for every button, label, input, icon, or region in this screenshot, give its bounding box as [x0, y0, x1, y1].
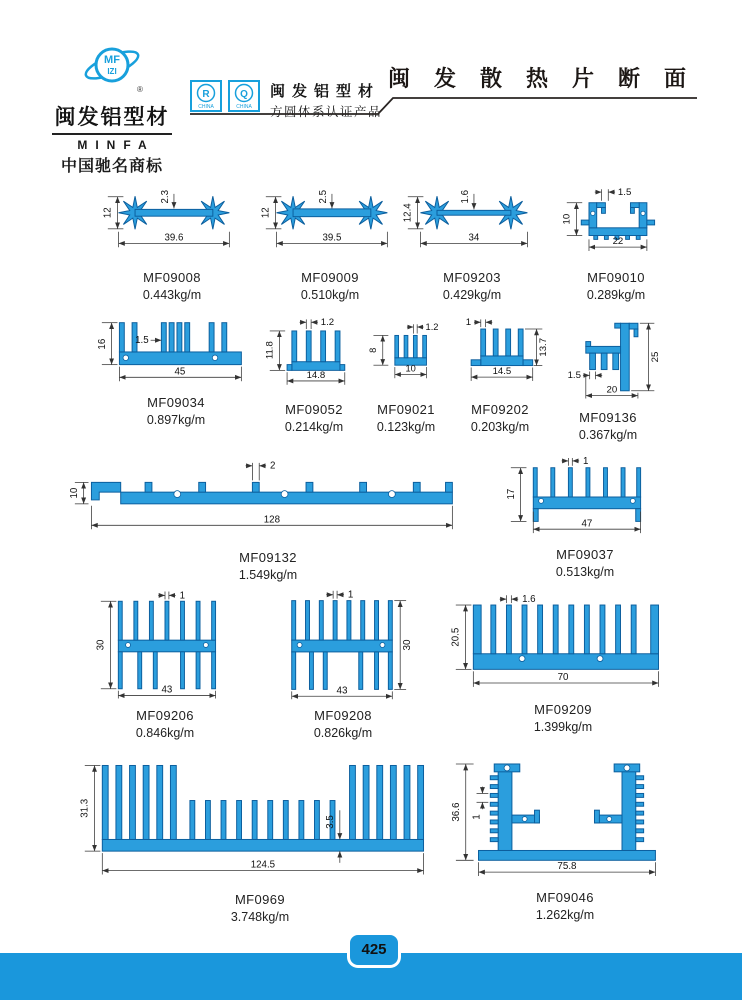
profile-drawing-mf09209	[448, 592, 678, 697]
dim-width: 124.5	[250, 859, 276, 871]
page-number-badge: 425	[347, 932, 401, 968]
dim-thickness: 1	[347, 589, 354, 601]
cert-q-china-label: CHINA	[236, 104, 252, 110]
profile-weight: 0.510kg/m	[300, 288, 360, 302]
profile-cell-mf09008	[98, 180, 246, 302]
profile-weight: 0.513kg/m	[555, 565, 615, 579]
dim-width: 22	[612, 236, 624, 248]
profile-cell-mf09037	[500, 452, 670, 579]
registered-mark-icon: ®	[137, 85, 143, 94]
profile-model: MF09209	[534, 702, 592, 717]
dim-height: 30	[402, 639, 414, 651]
profile-cell-mf09052	[262, 312, 366, 434]
dim-height: 10	[561, 213, 573, 225]
dim-height: 36.6	[450, 802, 462, 822]
dim-height: 12.4	[402, 203, 414, 223]
profile-model: MF09202	[471, 402, 529, 417]
brand-name-cn: 闽发铝型材	[52, 101, 172, 135]
dim-width: 75.8	[557, 861, 577, 873]
dim-thickness: 1.2	[425, 321, 439, 332]
dim-height: 30	[95, 639, 107, 651]
profile-weight: 0.214kg/m	[284, 420, 344, 434]
company-logo-block	[52, 38, 172, 176]
dim-thickness: 2.5	[318, 189, 330, 204]
profile-drawing-mf09009	[260, 180, 400, 265]
brand-slogan: 中国驰名商标	[60, 158, 163, 175]
profile-drawing-mf09202	[450, 312, 550, 397]
profile-drawing-mf09203	[402, 180, 542, 265]
profile-cell-mf09132	[68, 450, 468, 582]
profile-cell-mf09202	[448, 312, 552, 434]
profile-weight: 0.443kg/m	[142, 288, 202, 302]
dim-width: 34	[468, 232, 480, 244]
profile-drawing-mf09132	[69, 450, 467, 545]
profile-drawing-mf09136	[553, 310, 663, 405]
dim-width: 14.8	[306, 370, 326, 382]
dim-width: 70	[557, 672, 569, 684]
dim-width: 43	[336, 685, 348, 697]
dim-thickness: 1.6	[460, 189, 472, 204]
profile-drawing-mf09021	[366, 312, 446, 397]
profile-weight: 1.262kg/m	[535, 908, 595, 922]
profile-model: MF09009	[301, 270, 359, 285]
profile-weight: 0.826kg/m	[313, 726, 373, 740]
logo-monogram: MF	[104, 54, 120, 66]
profile-cell-mf09034	[92, 310, 260, 427]
dim-height: 17	[505, 488, 517, 500]
page-title: 闽发散热片断面	[388, 66, 711, 91]
brand-name-en: MINFA	[77, 138, 155, 152]
profile-model: MF09132	[239, 550, 297, 565]
profile-drawing-mf09052	[264, 312, 364, 397]
minfa-globe-logo-icon	[75, 38, 149, 96]
profile-weight: 0.123kg/m	[376, 420, 436, 434]
profile-model: MF09046	[536, 890, 594, 905]
dim-height: 11.8	[264, 341, 276, 360]
dim-thickness: 1	[465, 317, 472, 329]
dim-thickness: 1.5	[135, 335, 149, 347]
dim-width: 47	[581, 518, 593, 530]
profile-cell-mf0969	[72, 752, 448, 924]
profile-drawing-mf0969	[77, 752, 443, 887]
cert-system-line: 方圆体系认证产品	[270, 105, 383, 119]
dim-height: 12	[102, 207, 114, 219]
profile-weight: 0.429kg/m	[442, 288, 502, 302]
profile-model: MF09203	[443, 270, 501, 285]
dim-thickness: 1.2	[320, 317, 335, 329]
header-divider-line	[185, 90, 700, 120]
profile-cell-mf09208	[268, 588, 418, 740]
dim-thickness: 1	[179, 590, 185, 602]
cert-brand-line: 闽发铝型材	[270, 84, 381, 100]
cert-q-icon: Q	[240, 89, 248, 100]
dim-thickness: 2.3	[160, 189, 172, 204]
profile-model: MF09052	[285, 402, 343, 417]
dim-width: 128	[263, 514, 281, 526]
dim-height: 20.5	[450, 627, 462, 647]
profile-model: MF09206	[136, 708, 194, 723]
profile-weight: 1.399kg/m	[533, 720, 593, 734]
cert-r-icon: R	[202, 89, 210, 100]
dim-thickness: 1.5	[617, 187, 632, 198]
profile-model: MF09021	[377, 402, 435, 417]
dim-thickness: 1	[583, 455, 589, 467]
dim-width: 39.6	[164, 232, 184, 244]
dim-width: 39.5	[322, 232, 342, 244]
dim-thickness: 2	[269, 460, 276, 472]
profile-cell-mf09021	[364, 312, 448, 434]
dim-height: 13.7	[538, 337, 550, 357]
profile-model: MF09008	[143, 270, 201, 285]
dim-width: 43	[161, 684, 173, 696]
profile-weight: 0.367kg/m	[578, 428, 638, 442]
profile-cell-mf09206	[90, 588, 240, 740]
profile-drawing-mf09037	[505, 452, 665, 542]
profile-model: MF0969	[234, 892, 286, 907]
profile-drawing-mf09010	[561, 180, 671, 265]
profile-weight: 3.748kg/m	[230, 910, 290, 924]
profile-drawing-mf09208	[272, 588, 414, 703]
dim-width: 20	[606, 384, 618, 396]
profile-cell-mf09009	[256, 180, 404, 302]
profile-weight: 0.897kg/m	[146, 413, 206, 427]
dim-width: 10	[405, 363, 416, 374]
profile-drawing-mf09034	[96, 310, 256, 390]
profile-model: MF09208	[314, 708, 372, 723]
dim-thickness: 1	[471, 814, 483, 820]
profile-drawing-mf09206	[95, 588, 235, 703]
logo-monogram2: IZI	[107, 67, 117, 76]
profile-cell-mf09136	[552, 310, 664, 442]
dim-thickness: 1.6	[522, 594, 536, 606]
profile-cell-mf09203	[402, 180, 542, 302]
profile-cell-mf09046	[448, 755, 682, 922]
dim-height: 8	[368, 347, 379, 353]
profile-weight: 0.846kg/m	[135, 726, 195, 740]
cert-r-china-label: CHINA	[198, 104, 214, 110]
dim-width: 45	[174, 366, 186, 378]
profile-cell-mf09010	[548, 180, 684, 302]
profile-model: MF09034	[147, 395, 205, 410]
profile-drawing-mf09008	[102, 180, 242, 265]
profile-cell-mf09209	[445, 592, 681, 734]
dim-width: 14.5	[492, 366, 512, 378]
profile-weight: 1.549kg/m	[238, 568, 298, 582]
dim-height: 10	[69, 487, 80, 499]
profile-model: MF09136	[579, 410, 637, 425]
profile-model: MF09010	[587, 270, 645, 285]
dim-thickness: 1.5	[567, 370, 581, 382]
dim-height: 25	[650, 351, 662, 363]
dim-thickness: 3.5	[325, 815, 337, 829]
profile-model: MF09037	[556, 547, 614, 562]
dim-height: 12	[260, 207, 272, 219]
profile-weight: 0.289kg/m	[586, 288, 646, 302]
dim-height: 31.3	[79, 798, 91, 818]
profile-drawing-mf09046	[450, 755, 680, 885]
dim-height: 16	[96, 338, 108, 350]
profile-weight: 0.203kg/m	[470, 420, 530, 434]
